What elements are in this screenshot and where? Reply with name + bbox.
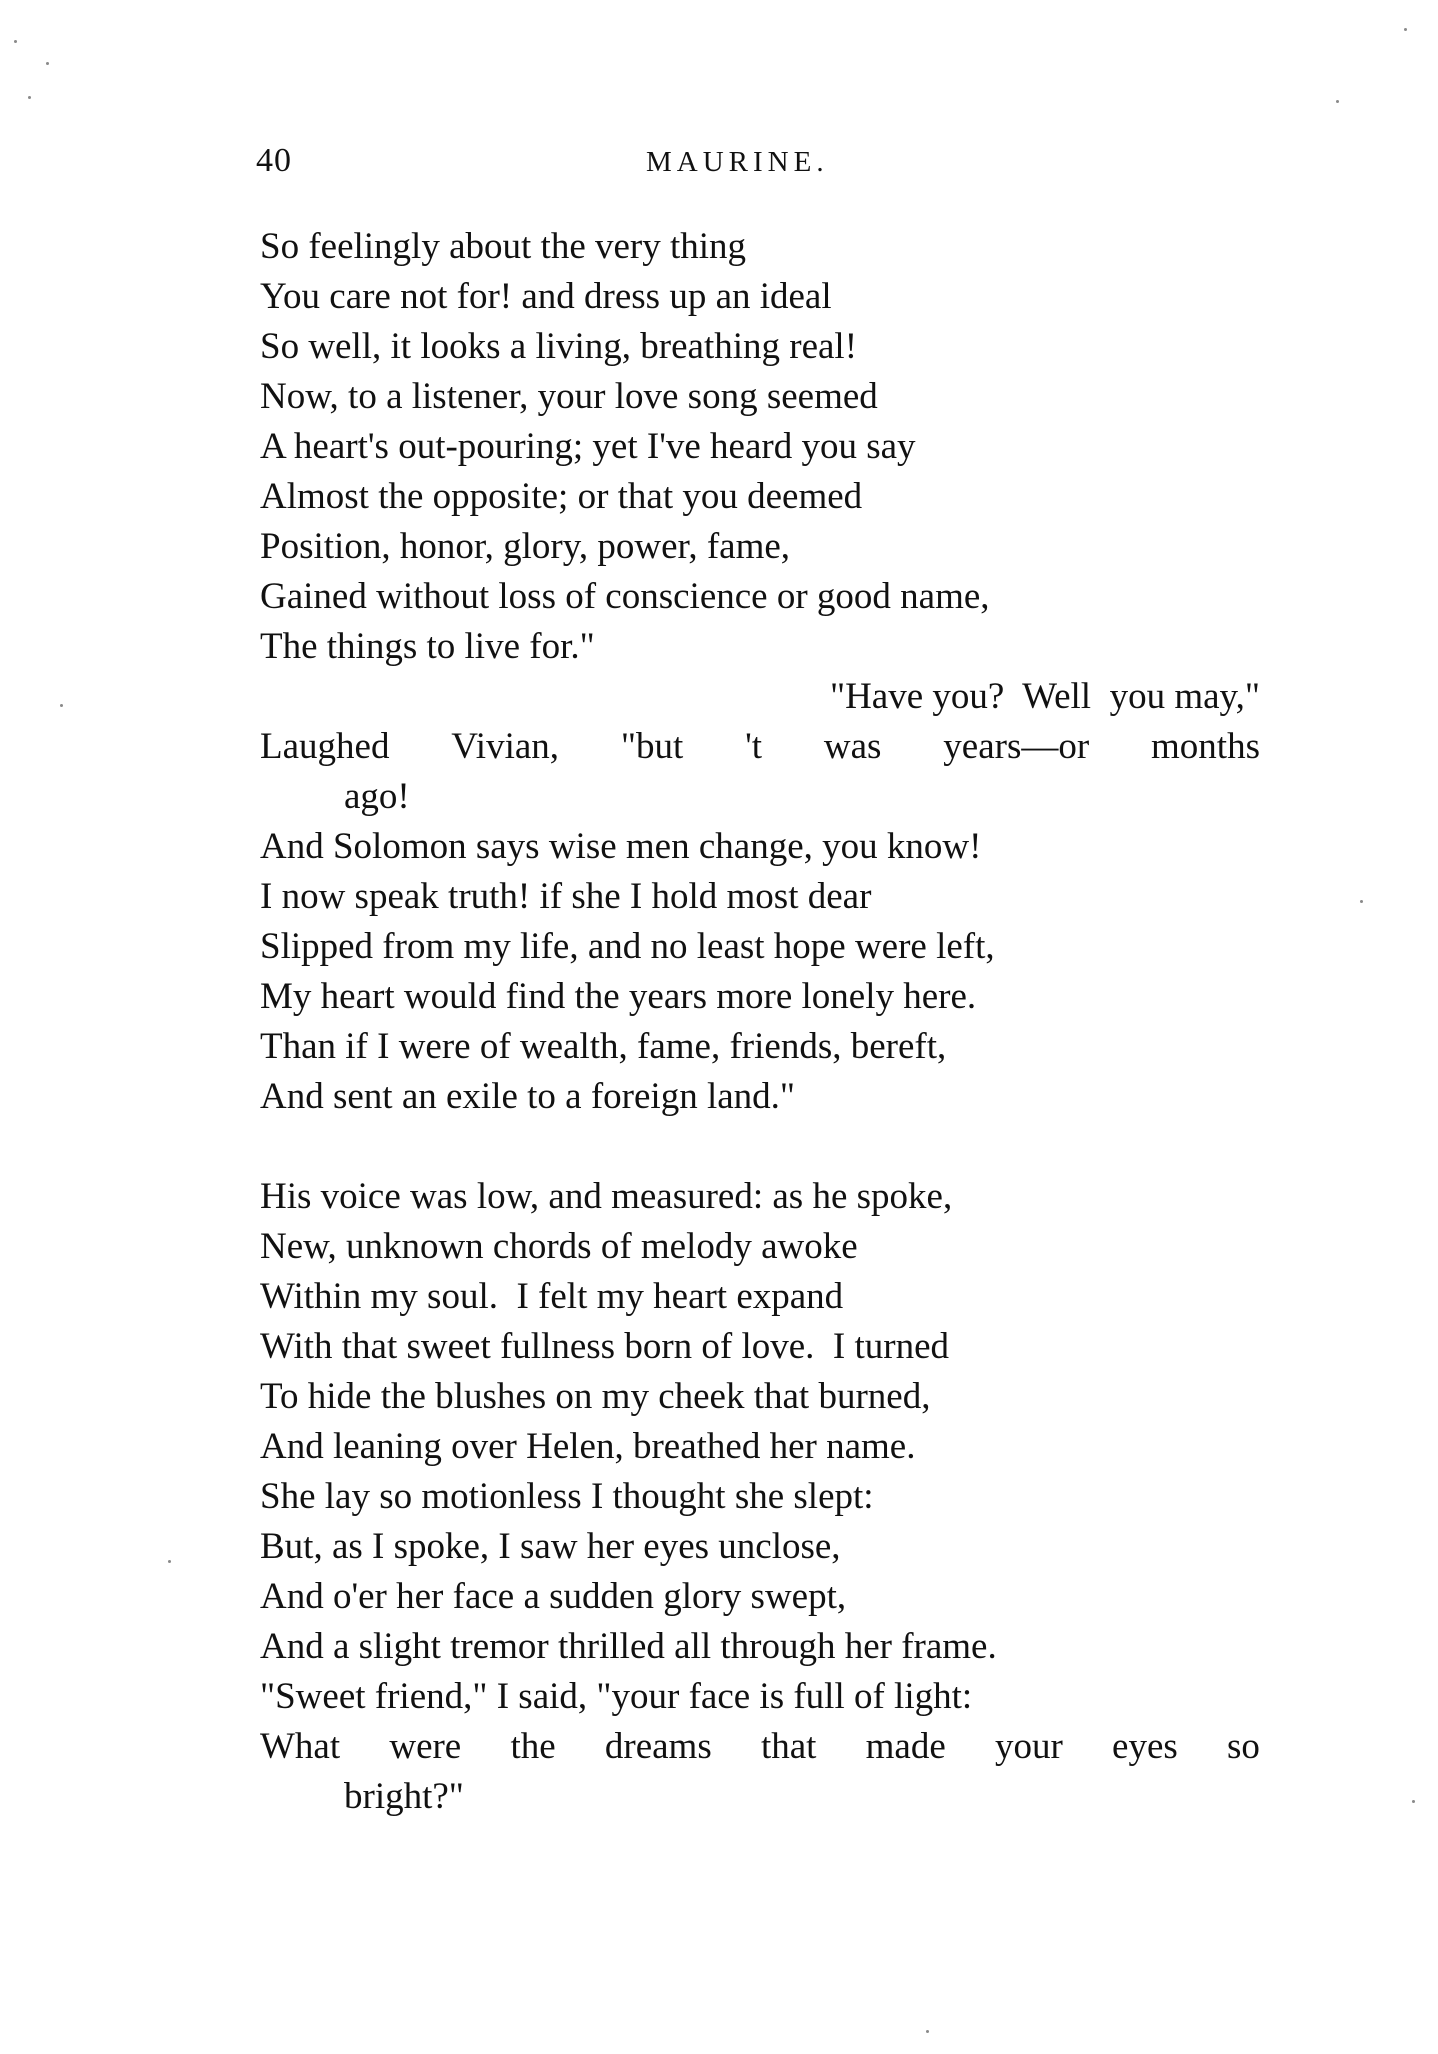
paper-speck	[1404, 28, 1407, 31]
poem-line: My heart would find the years more lonely here.	[260, 976, 977, 1017]
paper-speck	[60, 704, 63, 707]
page-number: 40	[256, 142, 292, 179]
poem-line-justified	[260, 1722, 1260, 1772]
poem-line: But, as I spoke, I saw her eyes unclose,	[260, 1526, 841, 1567]
poem-line: And o'er her face a sudden glory swept,	[260, 1576, 847, 1617]
word: so	[1227, 1726, 1260, 1767]
poem-line: His voice was low, and measured: as he spoke,	[260, 1176, 953, 1217]
poem-line-continuation: bright?"	[344, 1776, 464, 1817]
poem-line: So well, it looks a living, breathing real!	[260, 326, 858, 367]
paper-speck	[168, 1560, 171, 1563]
poem-line-right: "Have you? Well you may,"	[829, 676, 1260, 717]
paper-speck	[926, 2030, 929, 2033]
poem-text	[260, 222, 1260, 1822]
paper-speck	[46, 62, 49, 65]
paper-speck	[14, 40, 17, 43]
poem-line: Position, honor, glory, power, fame,	[260, 526, 791, 567]
paper-speck	[1360, 900, 1363, 903]
poem-line-continuation: ago!	[344, 776, 410, 817]
word: Laughed	[260, 726, 390, 767]
poem-line-justified	[260, 722, 1260, 772]
word: What	[260, 1726, 341, 1767]
poem-line: Almost the opposite; or that you deemed	[260, 476, 863, 517]
word: your	[995, 1726, 1063, 1767]
poem-line: Slipped from my life, and no least hope were left,	[260, 926, 995, 967]
poem-line: The things to live for."	[260, 626, 595, 667]
poem-line: To hide the blushes on my cheek that burned,	[260, 1376, 931, 1417]
poem-line: I now speak truth! if she I hold most dear	[260, 876, 872, 917]
paper-speck	[1336, 100, 1339, 103]
word: were	[389, 1726, 462, 1767]
poem-line: She lay so motionless I thought she slept:	[260, 1476, 874, 1517]
word: that	[760, 1726, 817, 1767]
poem-line: Within my soul. I felt my heart expand	[260, 1276, 844, 1317]
word: Vivian,	[451, 726, 560, 767]
page-header	[256, 142, 1256, 202]
poem-line: With that sweet fullness born of love. I turned	[260, 1326, 950, 1367]
stanza-break	[260, 1122, 1260, 1172]
word: years—or	[943, 726, 1090, 767]
poem-line: And leaning over Helen, breathed her name.	[260, 1426, 916, 1467]
word: 't	[745, 726, 763, 767]
word: months	[1151, 726, 1260, 767]
paper-speck	[28, 96, 31, 99]
poem-line: You care not for! and dress up an ideal	[260, 276, 832, 317]
poem-line: And Solomon says wise men change, you know!	[260, 826, 982, 867]
poem-line: So feelingly about the very thing	[260, 226, 747, 267]
running-title: MAURINE.	[646, 146, 829, 178]
poem-line: "Sweet friend," I said, "your face is full of light:	[260, 1676, 973, 1717]
word: "but	[620, 726, 684, 767]
poem-line: Gained without loss of conscience or good name,	[260, 576, 990, 617]
word: the	[510, 1726, 556, 1767]
word: dreams	[604, 1726, 712, 1767]
word: eyes	[1112, 1726, 1178, 1767]
word: was	[823, 726, 882, 767]
poem-line: Now, to a listener, your love song seemed	[260, 376, 878, 417]
poem-line: A heart's out-pouring; yet I've heard you say	[260, 426, 916, 467]
poem-line: And a slight tremor thrilled all through her frame.	[260, 1626, 997, 1667]
poem-line: New, unknown chords of melody awoke	[260, 1226, 858, 1267]
paper-speck	[1412, 1800, 1415, 1803]
poem-line: And sent an exile to a foreign land."	[260, 1076, 796, 1117]
word: made	[865, 1726, 946, 1767]
poem-line: Than if I were of wealth, fame, friends, bereft,	[260, 1026, 947, 1067]
